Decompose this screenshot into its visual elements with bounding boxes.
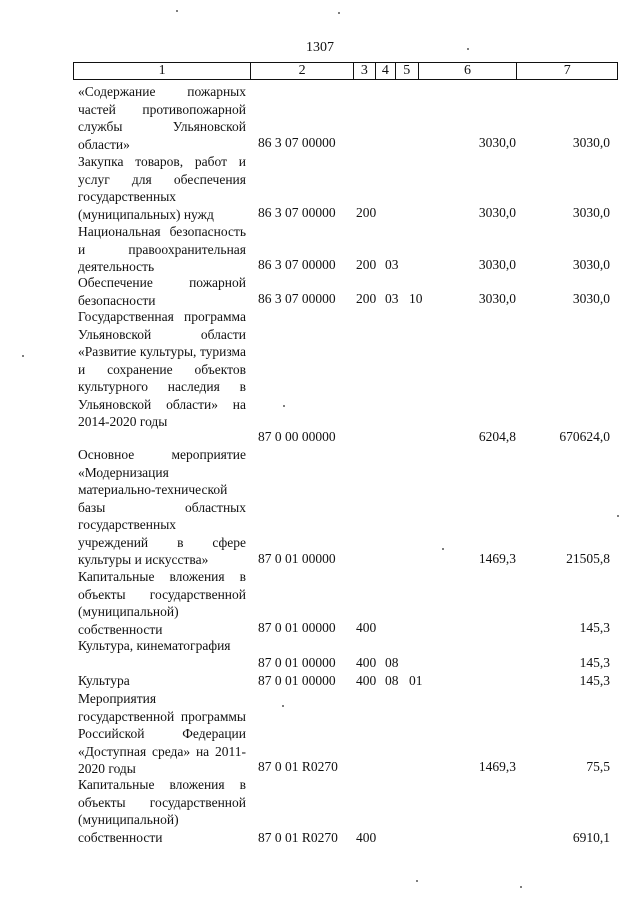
row-pr: 10 bbox=[409, 290, 423, 306]
row-code: 87 0 01 00000 bbox=[258, 672, 336, 688]
scan-speck bbox=[416, 880, 418, 882]
row-name: «Содержание пожарных частей противопожарной службы Ульяновской области» bbox=[78, 84, 246, 152]
scan-speck bbox=[282, 705, 284, 707]
row-code: 87 0 01 00000 bbox=[258, 619, 336, 635]
column-header-1: 1 bbox=[74, 63, 251, 79]
row-value-2019: 3030,0 bbox=[572, 204, 610, 220]
row-value-2019: 75,5 bbox=[586, 758, 610, 774]
row-value-2018: 3030,0 bbox=[478, 134, 516, 150]
table-row bbox=[0, 274, 640, 307]
table-header bbox=[73, 62, 618, 80]
table-row bbox=[0, 223, 640, 273]
page-number: 1307 bbox=[306, 40, 334, 55]
table-row bbox=[0, 568, 640, 636]
scan-speck bbox=[520, 886, 522, 888]
scan-speck bbox=[617, 515, 619, 517]
column-header-6: 6 bbox=[419, 63, 518, 79]
row-vr: 400 bbox=[356, 829, 377, 845]
table-row bbox=[0, 672, 640, 689]
scan-speck bbox=[176, 10, 178, 12]
row-value-2018: 6204,8 bbox=[478, 428, 516, 444]
table-row bbox=[0, 446, 640, 567]
row-value-2019: 145,3 bbox=[579, 654, 610, 670]
row-vr: 200 bbox=[356, 256, 377, 272]
row-name: Мероприятия государственной программы Российской Федерации «Доступная среда» на 2011-2020 годы bbox=[78, 691, 246, 776]
row-name: Культура bbox=[78, 673, 130, 688]
row-rz: 08 bbox=[385, 654, 399, 670]
table-row bbox=[0, 776, 640, 846]
column-header-3: 3 bbox=[354, 63, 376, 79]
row-code: 86 3 07 00000 bbox=[258, 290, 336, 306]
scan-speck bbox=[283, 405, 285, 407]
row-name: Культура, кинематография bbox=[78, 638, 231, 653]
table-row bbox=[0, 637, 640, 671]
row-rz: 08 bbox=[385, 672, 399, 688]
scan-speck bbox=[467, 48, 469, 50]
row-vr: 200 bbox=[356, 290, 377, 306]
row-name: Национальная безопасность и правоохранительная деятельность bbox=[78, 224, 246, 274]
row-value-2019: 145,3 bbox=[579, 672, 610, 688]
column-header-2: 2 bbox=[251, 63, 354, 79]
row-code: 87 0 01 00000 bbox=[258, 654, 336, 670]
row-value-2018: 1469,3 bbox=[478, 758, 516, 774]
column-header-4: 4 bbox=[376, 63, 396, 79]
row-code: 87 0 01 00000 bbox=[258, 550, 336, 566]
row-code: 87 0 01 R0270 bbox=[258, 758, 338, 774]
scan-speck bbox=[338, 12, 340, 14]
table-row bbox=[0, 308, 640, 445]
row-code: 86 3 07 00000 bbox=[258, 204, 336, 220]
row-code: 87 0 00 00000 bbox=[258, 428, 336, 444]
row-name: Закупка товаров, работ и услуг для обеспечения государственных (муниципальных) нужд bbox=[78, 154, 246, 222]
row-value-2019: 6910,1 bbox=[572, 829, 610, 845]
row-pr: 01 bbox=[409, 672, 423, 688]
scan-speck bbox=[22, 355, 24, 357]
row-value-2019: 3030,0 bbox=[572, 290, 610, 306]
row-code: 86 3 07 00000 bbox=[258, 134, 336, 150]
row-name: Обеспечение пожарной безопасности bbox=[78, 275, 246, 308]
row-code: 86 3 07 00000 bbox=[258, 256, 336, 272]
column-header-7: 7 bbox=[563, 63, 571, 78]
row-name: Основное мероприятие «Модернизация материально-технической базы областных государственных учреждений в сфере культуры и искусства» bbox=[78, 447, 246, 567]
row-value-2018: 3030,0 bbox=[478, 290, 516, 306]
table-row bbox=[0, 153, 640, 221]
row-vr: 200 bbox=[356, 204, 377, 220]
row-value-2019: 3030,0 bbox=[572, 134, 610, 150]
row-code: 87 0 01 R0270 bbox=[258, 829, 338, 845]
table-row bbox=[0, 690, 640, 775]
row-value-2019: 145,3 bbox=[579, 619, 610, 635]
row-name: Государственная программа Ульяновской области «Развитие культуры, туризма и сохранение объектов культурного наследия в Ульяновской области» на 2014-2020 годы bbox=[78, 309, 246, 429]
row-name: Капитальные вложения в объекты государственной (муниципальной) собственности bbox=[78, 777, 246, 845]
row-value-2018: 3030,0 bbox=[478, 204, 516, 220]
scan-speck bbox=[442, 548, 444, 550]
row-name: Капитальные вложения в объекты государственной (муниципальной) собственности bbox=[78, 569, 246, 637]
table-row bbox=[0, 83, 640, 151]
row-value-2019: 21505,8 bbox=[566, 550, 610, 566]
column-header-5: 5 bbox=[396, 63, 419, 79]
row-vr: 400 bbox=[356, 654, 377, 670]
row-value-2018: 3030,0 bbox=[478, 256, 516, 272]
row-vr: 400 bbox=[356, 672, 377, 688]
row-value-2019: 3030,0 bbox=[572, 256, 610, 272]
row-value-2018: 1469,3 bbox=[478, 550, 516, 566]
row-rz: 03 bbox=[385, 256, 399, 272]
row-rz: 03 bbox=[385, 290, 399, 306]
row-value-2019: 670624,0 bbox=[559, 428, 610, 444]
row-vr: 400 bbox=[356, 619, 377, 635]
